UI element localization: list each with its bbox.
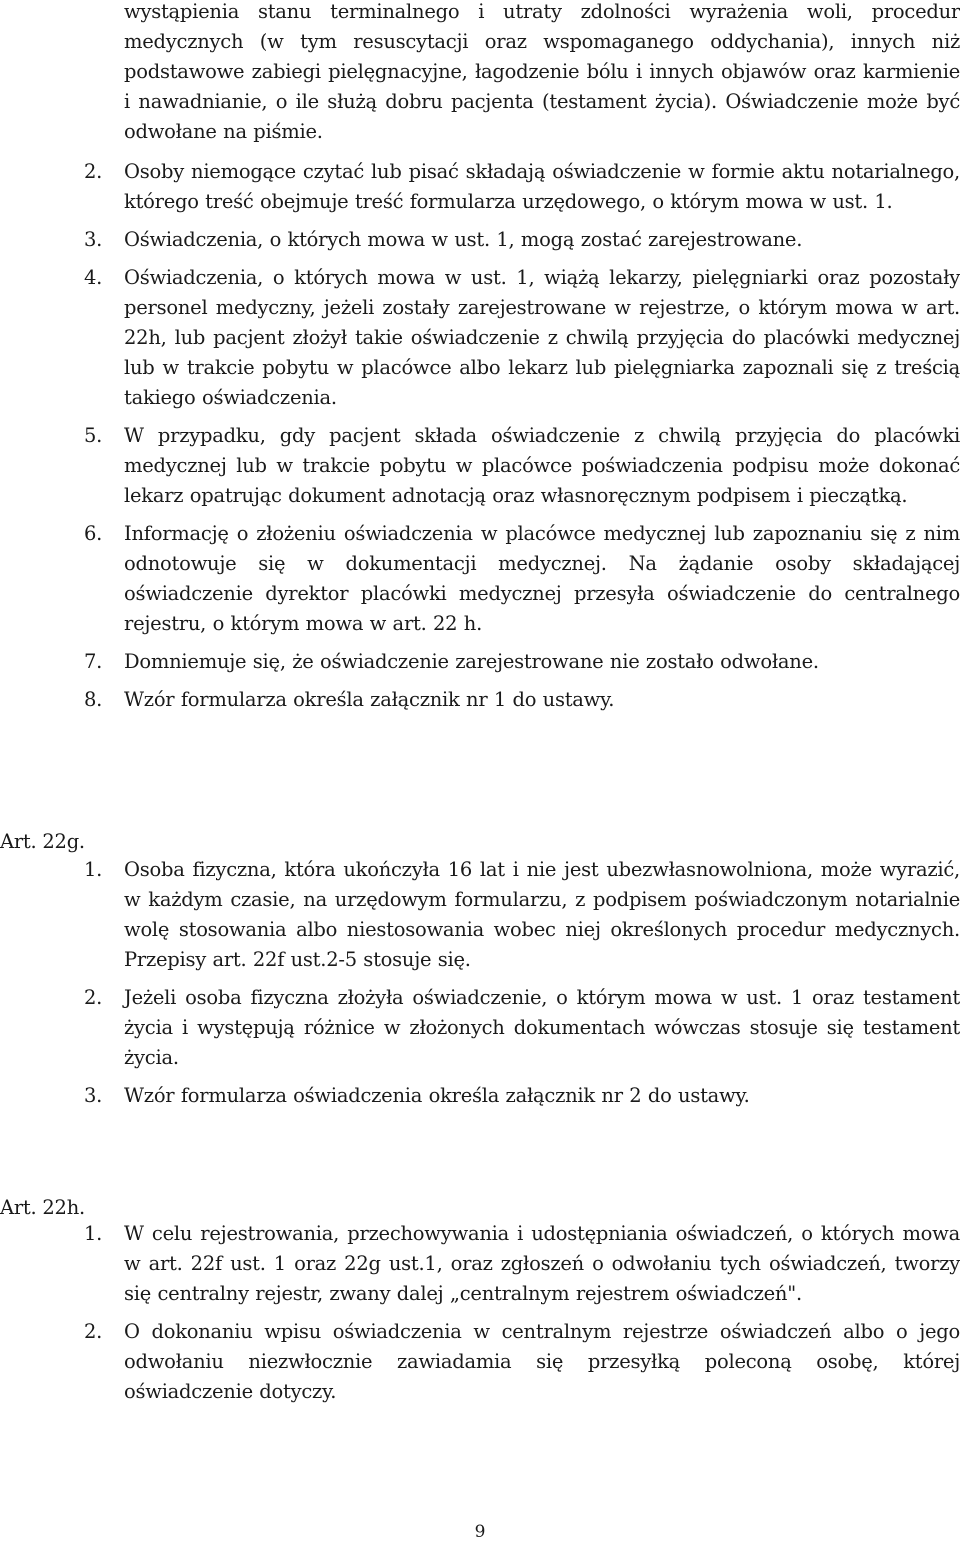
item-number: 2.	[84, 986, 103, 1009]
list-item	[84, 1219, 960, 1309]
item-number: 7.	[84, 650, 103, 673]
list-item	[84, 685, 960, 715]
list-item	[84, 983, 960, 1073]
article-22h-heading: Art. 22h.	[0, 1196, 85, 1219]
page-number: 9	[474, 1522, 486, 1542]
list-item	[84, 263, 960, 413]
item-number: 6.	[84, 522, 103, 545]
article-22g-heading: Art. 22g.	[0, 830, 85, 853]
item-text: Jeżeli osoba fizyczna złożyła oświadczenie, o którym mowa w ust. 1 oraz testament życia i występują różnice w złożonych dokumentach wówczas stosuje się testament życia.	[124, 986, 960, 1069]
item-number: 3.	[84, 1084, 103, 1107]
article-22h-items	[84, 1219, 960, 1407]
continuation-paragraph	[84, 0, 960, 147]
item-number: 1.	[84, 858, 103, 881]
item-number: 5.	[84, 424, 103, 447]
list-item	[84, 855, 960, 975]
list-item	[84, 225, 960, 255]
article-22g-items	[84, 855, 960, 1111]
list-item	[84, 647, 960, 677]
item-text: Osoba fizyczna, która ukończyła 16 lat i nie jest ubezwłasnowolniona, może wyrazić, w każdym czasie, na urzędowym formularzu, z podpisem poświadczonym notarialnie wolę stosowania albo niestosowania wobec niej określonych procedur medycznych. Przepisy art. 22f ust.2-5 stosuje się.	[124, 858, 960, 971]
item-text: Osoby niemogące czytać lub pisać składają oświadczenie w formie aktu notarialnego, którego treść obejmuje treść formularza urzędowego, o którym mowa w ust. 1.	[124, 160, 960, 213]
item-text: W przypadku, gdy pacjent składa oświadczenie z chwilą przyjęcia do placówki medycznej lub w trakcie pobytu w placówce poświadczenia podpisu może dokonać lekarz opatrując dokument adnotacją oraz własnoręcznym podpisem i pieczątką.	[124, 424, 960, 507]
item-number: 3.	[84, 228, 103, 251]
item-text: Wzór formularza określa załącznik nr 1 do ustawy.	[124, 688, 615, 711]
item-number: 4.	[84, 266, 103, 289]
continuation-text: wystąpienia stanu terminalnego i utraty zdolności wyrażenia woli, procedur medycznych (w tym resuscytacji oraz wspomaganego oddychania), innych niż podstawowe zabiegi pielęgnacyjne, łagodzenie bólu i innych objawów oraz karmienie i nawadnianie, o ile służą dobru pacjenta (testament życia). Oświadczenie może być odwołane na piśmie.	[124, 0, 960, 143]
list-item	[84, 421, 960, 511]
item-number: 2.	[84, 1320, 103, 1343]
item-text: Oświadczenia, o których mowa w ust. 1, mogą zostać zarejestrowane.	[124, 228, 803, 251]
item-text: O dokonaniu wpisu oświadczenia w centralnym rejestrze oświadczeń albo o jego odwołaniu niezwłocznie zawiadamia się przesyłką poleconą osobę, której oświadczenie dotyczy.	[124, 1320, 960, 1403]
item-number: 1.	[84, 1222, 103, 1245]
item-text: Domniemuje się, że oświadczenie zarejestrowane nie zostało odwołane.	[124, 650, 819, 673]
list-item	[84, 1317, 960, 1407]
item-number: 2.	[84, 160, 103, 183]
list-item	[84, 1081, 960, 1111]
item-text: W celu rejestrowania, przechowywania i udostępniania oświadczeń, o których mowa w art. 22f ust. 1 oraz 22g ust.1, oraz zgłoszeń o odwołaniu tych oświadczeń, tworzy się centralny rejestr, zwany dalej „centralnym rejestrem oświadczeń".	[124, 1222, 960, 1305]
item-text: Informację o złożeniu oświadczenia w placówce medycznej lub zapoznaniu się z nim odnotowuje się w dokumentacji medycznej. Na żądanie osoby składającej oświadczenie dyrektor placówki medycznej przesyła oświadczenie do centralnego rejestru, o którym mowa w art. 22 h.	[124, 522, 960, 635]
item-text: Wzór formularza oświadczenia określa załącznik nr 2 do ustawy.	[124, 1084, 750, 1107]
item-number: 8.	[84, 688, 103, 711]
list-item	[84, 157, 960, 217]
article-22f-items	[84, 157, 960, 715]
list-item	[84, 519, 960, 639]
item-text: Oświadczenia, o których mowa w ust. 1, wiążą lekarzy, pielęgniarki oraz pozostały personel medyczny, jeżeli zostały zarejestrowane w rejestrze, o którym mowa w art. 22h, lub pacjent złożył takie oświadczenie z chwilą przyjęcia do placówki medycznej lub w trakcie pobytu w placówce albo lekarz lub pielęgniarka zapoznali się z treścią takiego oświadczenia.	[124, 266, 960, 409]
